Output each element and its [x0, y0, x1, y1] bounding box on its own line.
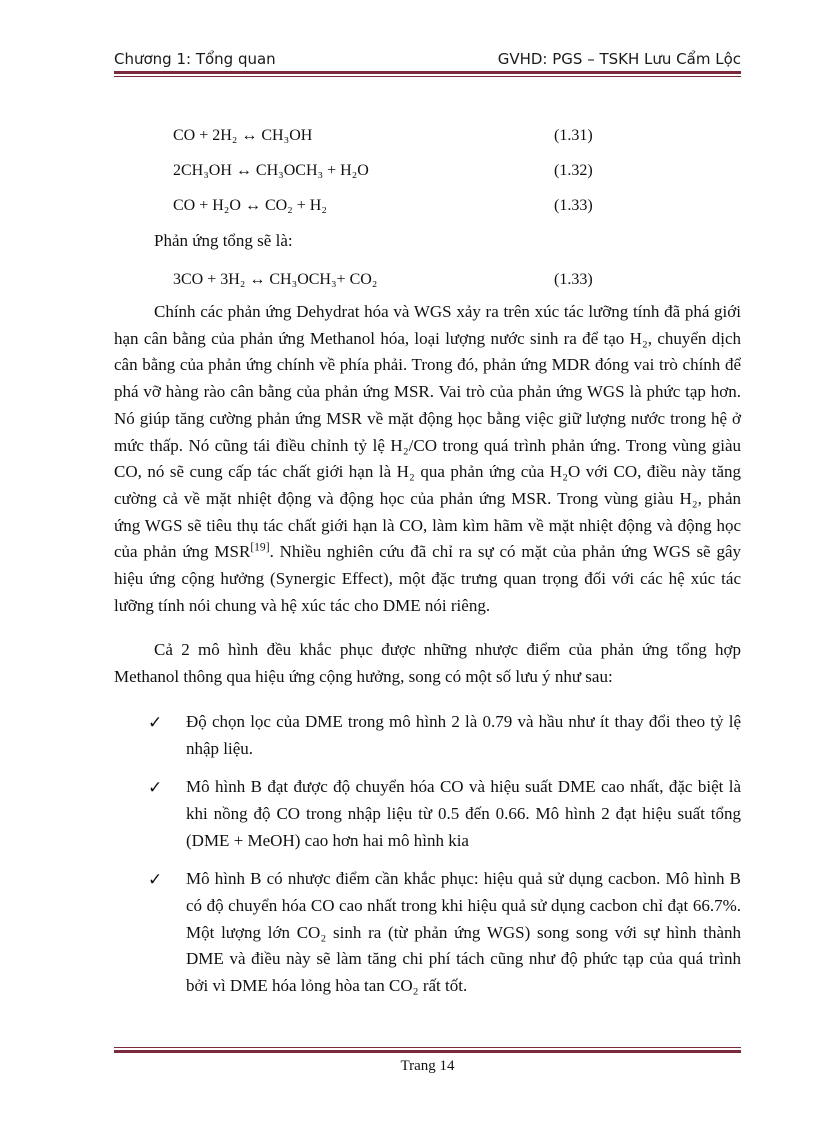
page-content [114, 118, 741, 1012]
checkmark-icon: ✓ [148, 778, 163, 799]
page-header [114, 50, 741, 68]
checkmark-icon: ✓ [148, 870, 163, 891]
total-reaction-intro: Phản ứng tổng sẽ là: [154, 231, 293, 250]
list-item [114, 866, 741, 1000]
list-item-text: Mô hình B có nhược điểm cần khắc phục: hiệu quả sử dụng cacbon. Mô hình B có độ chuyển hóa CO cao nhất trong khi hiệu quả sử dụng cacbon chỉ đạt 66.7%. Một lượng lớn CO₂ sinh ra (từ phản ứng WGS) song song với sự hình thành DME và điều này sẽ làm tăng chi phí tách cũng như độ phức tạp của quá trình bởi vì DME hóa lỏng hòa tan CO₂ rất tốt. [186, 869, 741, 996]
citation: [19] [250, 540, 270, 554]
equation-formula: 2CH₃OH ↔ CH₃OCH₃ + H₂O [173, 161, 369, 179]
equation-formula: CO + 2H₂ ↔ CH₃OH [173, 126, 313, 144]
list-item-text: Mô hình B đạt được độ chuyển hóa CO và hiệu suất DME cao nhất, đặc biệt là khi nồng độ CO trong nhập liệu từ 0.5 đến 0.66. Mô hình 2 đạt hiệu suất tổng (DME + MeOH) cao hơn hai mô hình kia [186, 777, 741, 850]
equation-number: (1.33) [554, 270, 593, 288]
paragraph-synergy [114, 299, 741, 619]
header-advisor: GVHD: PGS – TSKH Lưu Cẩm Lộc [497, 50, 741, 68]
list-item [114, 709, 741, 762]
checkmark-icon: ✓ [148, 712, 163, 733]
equation-row [114, 153, 741, 188]
header-chapter: Chương 1: Tổng quan [114, 50, 276, 68]
paragraph-text: Chính các phản ứng Dehydrat hóa và WGS xảy ra trên xúc tác lưỡng tính đã phá giới hạn cân bằng của phản ứng Methanol hóa, loại lượng nước sinh ra để tạo H₂, chuyển dịch cân bằng của phản ứng chính về phía phải. Trong đó, phản ứng MDR đóng vai trò chính để phá vỡ hàng rào cân bằng của phản ứng MSR. Vai trò của phản ứng WGS là phức tạp hơn. Nó giúp tăng cường phản ứng MSR về mặt động học bằng việc giữ lượng nước trong hệ ở mức thấp. Nó cũng tái điều chỉnh tỷ lệ H₂/CO trong quá trình phản ứng. Trong vùng giàu CO, nó sẽ cung cấp tác chất giới hạn là H₂ qua phản ứng của H₂O với CO, điều này tăng cường cả về mặt nhiệt động và động học của phản ứng MSR. Trong vùng giàu H₂, phản ứng WGS sẽ tiêu thụ tác chất giới hạn là CO, làm kìm hãm về mặt nhiệt động và động học của phản ứng MSR [114, 302, 741, 562]
paragraph-text: . Nhiều nghiên cứu đã chỉ ra sự có mặt của phản ứng WGS sẽ gây hiệu ứng cộng hưởng (Synergic Effect), một đặc trưng quan trọng đối với các hệ xúc tác lưỡng tính nói chung và hệ xúc tác cho DME nói riêng. [114, 542, 741, 615]
header-rule-thin [114, 76, 741, 77]
paragraph-models: Cả 2 mô hình đều khắc phục được những nhược điểm của phản ứng tổng hợp Methanol thông qua hiệu ứng cộng hưởng, song có một số lưu ý như sau: [114, 640, 741, 687]
list-item-text: Độ chọn lọc của DME trong mô hình 2 là 0.79 và hầu như ít thay đổi theo tỷ lệ nhập liệu. [186, 711, 741, 758]
page-number: Trang 14 [400, 1058, 455, 1074]
header-rule-thick [114, 71, 741, 74]
equation-number: (1.33) [554, 196, 593, 214]
total-equation-row [114, 262, 741, 297]
equation-formula: 3CO + 3H₂ ↔ CH₃OCH₃+ CO₂ [173, 270, 378, 288]
footer-rule-thin [114, 1047, 741, 1048]
equation-row [114, 118, 741, 153]
notes-list [114, 709, 741, 1000]
equation-row [114, 188, 741, 223]
equation-number: (1.31) [554, 126, 593, 144]
list-item [114, 774, 741, 854]
footer-rule-thick [114, 1050, 741, 1053]
equation-number: (1.32) [554, 161, 593, 179]
equation-formula: CO + H₂O ↔ CO₂ + H₂ [173, 196, 327, 214]
